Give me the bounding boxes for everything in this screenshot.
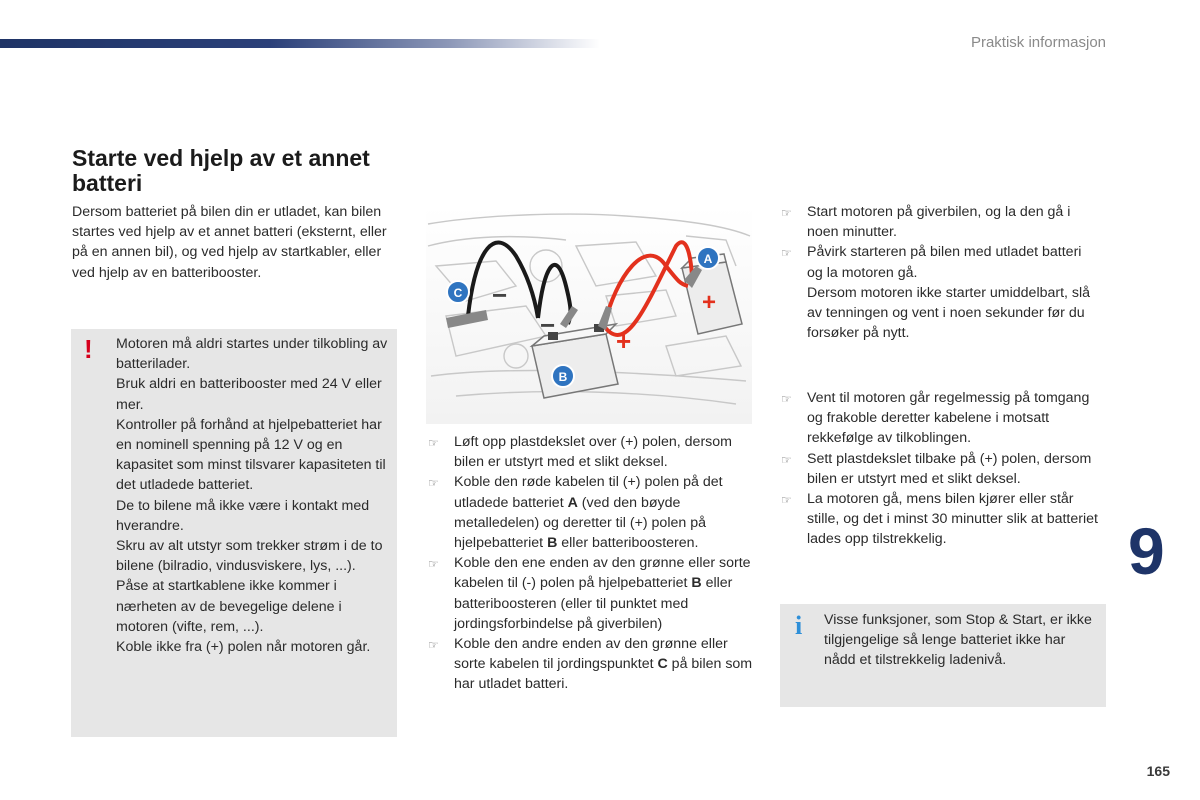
jump-start-illustration	[426, 206, 752, 424]
steps-right-bottom-column	[781, 388, 1101, 550]
warning-line: Kontroller på forhånd at hjelpebatteriet har en nominell spenning på 12 V og en kapasitet som minst tilsvarer kapasiteten til det utladede batteriet.	[116, 416, 386, 494]
plus-sign: +	[616, 326, 632, 356]
warning-line: Skru av alt utstyr som trekker strøm i de to bilene (bilradio, vindusviskere, lys, ...).	[116, 538, 383, 575]
label-b: B	[558, 370, 568, 384]
warning-text	[116, 334, 394, 657]
info-icon: i	[795, 611, 803, 640]
section-title: Praktisk informasjon	[970, 34, 1106, 51]
hand-pointer-icon: ☞	[428, 436, 439, 450]
steps-middle-column	[428, 432, 758, 695]
hand-pointer-icon: ☞	[781, 392, 792, 406]
minus-sign: −	[540, 310, 556, 340]
plus-sign: +	[702, 289, 717, 316]
intro-paragraph: Dersom batteriet på bilen din er utladet, kan bilen startes ved hjelp av et annet batteri (eksternt, eller på en annen bil), og ved hjelp av startkabler, eller ved hjelp av en batteribooster.	[72, 204, 387, 281]
step-note: Dersom motoren ikke starter umiddelbart, slå av tenningen og vent i noen sekunder før du forsøker på nytt.	[807, 284, 1091, 342]
minus-sign: −	[492, 280, 508, 310]
list-item: ☞ Start motoren på giverbilen, og la den gå i noen minutter.	[781, 204, 1071, 241]
warning-line: Bruk aldri en batteribooster med 24 V eller mer.	[116, 376, 382, 413]
list-item: ☞ Sett plastdekslet tilbake på (+) polen, dersom bilen er utstyrt med et slikt deksel.	[781, 450, 1092, 487]
list-item: ☞ Påvirk starteren på bilen med utladet batteri og la motoren gå. Dersom motoren ikke starter umiddelbart, slå av tenningen og vent i noen sekunder før du forsøker på nytt.	[781, 242, 1101, 343]
hand-pointer-icon: ☞	[428, 557, 439, 572]
list-item: ☞ La motoren gå, mens bilen kjører eller står stille, og det i minst 30 minutter slik at batteriet lades opp tilstrekkelig.	[781, 491, 1098, 548]
info-text: Visse funksjoner, som Stop & Start, er ikke tilgjengelige så lenge batteriet ikke har nådd et tilstrekkelig ladenivå.	[824, 612, 1092, 669]
label-c: C	[453, 286, 463, 300]
hand-pointer-icon: ☞	[781, 206, 792, 220]
label-c-badge	[447, 281, 469, 303]
label-b-badge	[552, 365, 574, 387]
page-title: Starte ved hjelp av et annet batteri	[72, 145, 370, 196]
steps-right-top-column	[781, 202, 1101, 343]
warning-line: Koble ikke fra (+) polen når motoren går.	[116, 639, 371, 656]
warning-line: De to bilene må ikke være i kontakt med hverandre.	[116, 497, 370, 534]
hand-pointer-icon: ☞	[428, 476, 439, 491]
warning-exclamation-icon: !	[84, 334, 93, 364]
hand-pointer-icon: ☞	[428, 638, 439, 653]
list-item: ☞ Vent til motoren går regelmessig på tomgang og frakoble deretter kabelene i motsatt rekkefølge av tilkoblingen.	[781, 390, 1090, 447]
hand-pointer-icon: ☞	[781, 493, 792, 508]
warning-line: Påse at startkablene ikke kommer i nærheten av de bevegelige delene i motoren (vifte, rem, ...).	[116, 578, 342, 635]
header-gradient-bar	[0, 39, 600, 48]
list-item: ☞ Koble den ene enden av den grønne eller sorte kabelen til (-) polen på hjelpebatteriet B eller batteriboosteren (eller til punktet med jordingsforbindelse på giverbilen)	[428, 555, 751, 632]
list-item: ☞ Koble den andre enden av den grønne eller sorte kabelen til jordingspunktet C på bilen som har utladet batteri.	[428, 636, 753, 693]
label-a: A	[703, 252, 713, 266]
page-number: 165	[1146, 763, 1170, 779]
label-a-badge	[697, 247, 719, 269]
hand-pointer-icon: ☞	[781, 452, 792, 467]
list-item: ☞ Løft opp plastdekslet over (+) polen, dersom bilen er utstyrt med et slikt deksel.	[428, 434, 732, 471]
warning-line: Motoren må aldri startes under tilkobling av batterilader.	[116, 336, 388, 373]
hand-pointer-icon: ☞	[781, 246, 792, 261]
chapter-number: 9	[1128, 514, 1165, 588]
list-item: ☞ Koble den røde kabelen til (+) polen på det utladede batteriet A (ved den bøyde metalledelen) og deretter til (+) polen på hjelpebatteriet B eller batteriboosteren.	[428, 474, 723, 552]
